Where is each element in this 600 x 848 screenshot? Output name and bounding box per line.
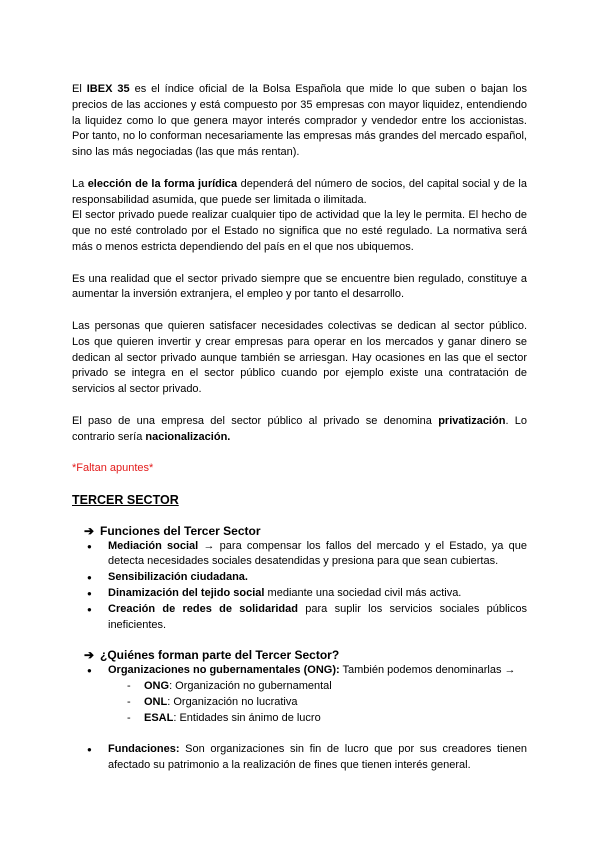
arrow-icon: ➔ bbox=[84, 523, 95, 538]
list-item: ● Sensibilización ciudadana. bbox=[72, 570, 527, 586]
paragraph-privatizacion: El paso de una empresa del sector público al privado se denomina privatización. Lo contrario sería nacionalización. bbox=[72, 414, 527, 443]
list-item: ● Mediación social → para compensar los fallos del mercado y el Estado, ya que detecta necesidades sociales desatendidas y presiona para que sean cubiertas. bbox=[72, 539, 527, 571]
section-title-tercer-sector: TERCER SECTOR bbox=[72, 492, 179, 507]
paragraph-regulacion: Es una realidad que el sector privado siempre que se encuentre bien regulado, constituye a aumentar la inversión extranjera, el empleo y por tanto el desarrollo. bbox=[72, 272, 527, 301]
sublist-item: - ESAL: Entidades sin ánimo de lucro bbox=[72, 711, 527, 727]
document-page bbox=[72, 82, 527, 774]
list-item: ● Dinamización del tejido social mediante una sociedad civil más activa. bbox=[72, 586, 527, 602]
paragraph-forma-juridica: La elección de la forma jurídica dependerá del número de socios, del capital social y de la responsabilidad asumida, que puede ser limitada o ilimitada. bbox=[72, 177, 527, 206]
term-privatizacion: privatización bbox=[438, 414, 506, 427]
term-forma-juridica: elección de la forma jurídica bbox=[87, 177, 238, 190]
list-item: ● Creación de redes de solidaridad para suplir los servicios sociales públicos ineficientes. bbox=[72, 602, 527, 634]
paragraph-ibex: El IBEX 35 es el índice oficial de la Bolsa Española que mide lo que suben o bajan los precios de las acciones y está compuesto por 35 empresas con mayor liquidez, entendiendo la liquidez como lo que genera mayor interés comprador y vendedor entre los accionistas. Por tanto, no lo conforman necesariamente las empresas más grandes del mercado español, sino las más negociadas (las que más rentan). bbox=[72, 83, 527, 159]
funciones-list bbox=[72, 539, 527, 634]
arrow-icon: ➔ bbox=[84, 648, 95, 663]
miembros-list bbox=[72, 663, 527, 679]
ong-sublist bbox=[72, 679, 527, 726]
fundaciones-list bbox=[72, 742, 527, 774]
sublist-item: - ONG: Organización no gubernamental bbox=[72, 679, 527, 695]
term-ibex: IBEX 35 bbox=[86, 83, 130, 95]
list-item-fundaciones: ● Fundaciones: Son organizaciones sin fin de lucro que por sus creadores tienen afectado su patrimonio a la realización de fines que tienen interés general. bbox=[72, 742, 527, 774]
subheading-quienes: ➔ ¿Quiénes forman parte del Tercer Sector? bbox=[84, 648, 340, 663]
list-item-ong: ● Organizaciones no gubernamentales (ONG): También podemos denominarlas → bbox=[72, 663, 527, 679]
term-nacionalizacion: nacionalización. bbox=[145, 430, 231, 443]
missing-notes-note: *Faltan apuntes* bbox=[72, 462, 154, 475]
subheading-funciones: ➔ Funciones del Tercer Sector bbox=[84, 523, 261, 538]
paragraph-sector-publico: Las personas que quieren satisfacer necesidades colectivas se dedican al sector público. Los que quieren invertir y crear empresas para operar en los mercados y ganar dinero se dedican al sector privado aunque también se arriesgan. Hay ocasiones en las que el sector privado se integra en el sector público cuando por ejemplo existe una contratación de servicios al sector privado. bbox=[72, 319, 527, 396]
paragraph-sector-privado: El sector privado puede realizar cualquier tipo de actividad que la ley le permita. El hecho de que no esté controlado por el Estado no significa que no esté regulado. La normativa será más o menos estricta dependiendo del país en el que nos ubiquemos. bbox=[72, 209, 527, 253]
sublist-item: - ONL: Organización no lucrativa bbox=[72, 695, 527, 711]
